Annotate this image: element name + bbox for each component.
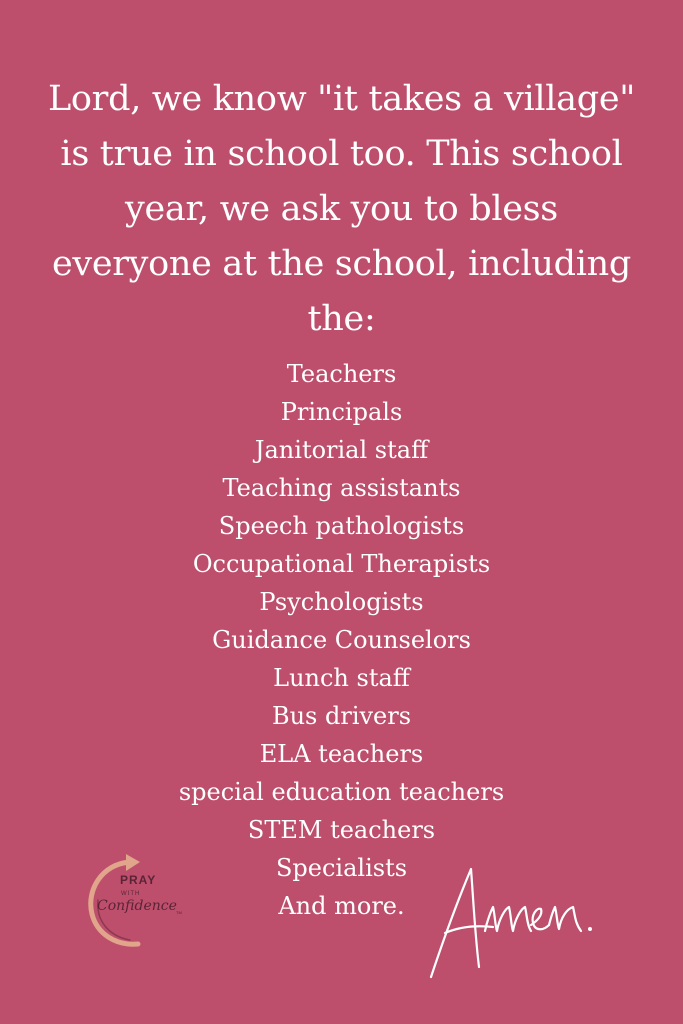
role-item: And more.	[278, 892, 405, 920]
roles-list	[0, 355, 683, 925]
role-item: Guidance Counselors	[212, 626, 471, 654]
role-item: Lunch staff	[273, 664, 410, 692]
amen-signature-icon	[425, 855, 600, 985]
role-item: STEM teachers	[247, 816, 436, 844]
role-item: Specialists	[275, 854, 408, 882]
role-item: Janitorial staff	[254, 436, 429, 464]
role-item: Occupational Therapists	[192, 550, 491, 578]
role-item: Principals	[280, 398, 403, 426]
prayer-intro: Lord, we know "it takes a village" is true in school too. This school year, we ask you to bless everyone at the school, including the:	[47, 79, 636, 339]
pray-with-confidence-logo	[80, 850, 190, 950]
svg-text:Confidence: Confidence	[97, 898, 177, 914]
role-item: Bus drivers	[271, 702, 412, 730]
svg-text:PRAY: PRAY	[120, 873, 157, 887]
role-item: Speech pathologists	[218, 512, 465, 540]
role-item: special education teachers	[178, 778, 505, 806]
role-item: Psychologists	[259, 588, 424, 616]
svg-text:WITH: WITH	[121, 891, 141, 897]
svg-text:TM: TM	[176, 910, 182, 915]
role-item: Teachers	[286, 360, 397, 388]
role-item: Teaching assistants	[222, 474, 461, 502]
role-item: ELA teachers	[259, 740, 424, 768]
